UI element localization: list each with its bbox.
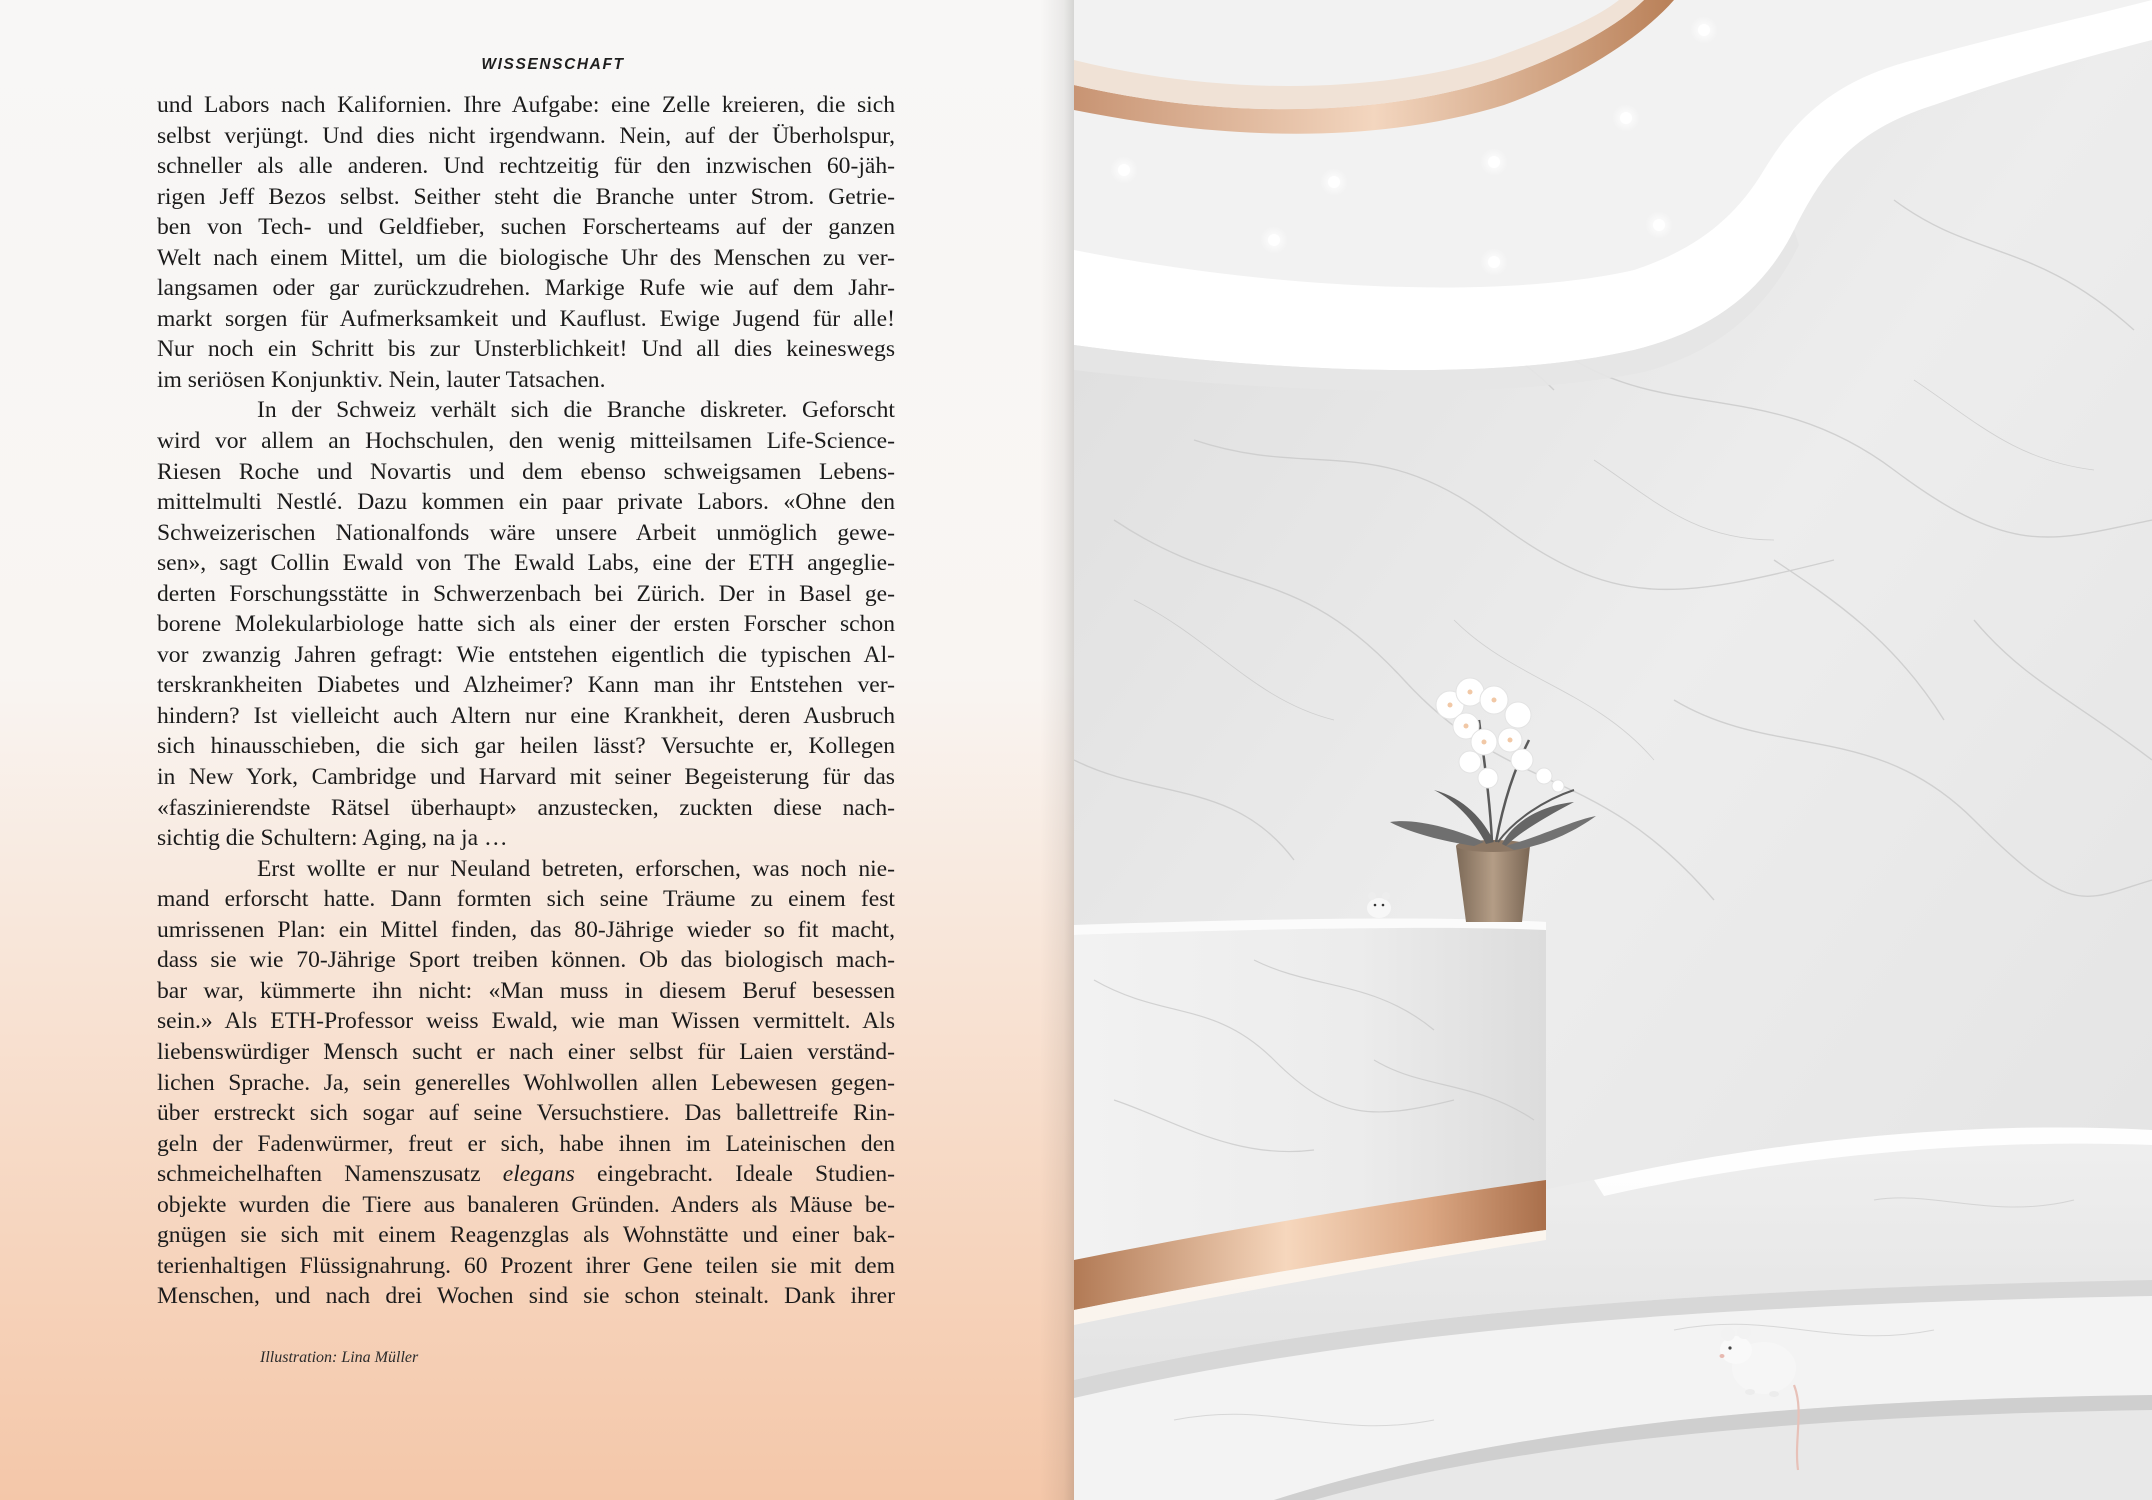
article-line	[157, 670, 895, 701]
article-line	[157, 1220, 895, 1251]
article-line	[157, 426, 895, 457]
illustration-credit: Illustration: Lina Müller	[260, 1349, 419, 1366]
line-text: «faszinierendste Rätsel überhaupt» anzustecken, zuckten diese nach-	[157, 794, 895, 821]
article-line	[157, 976, 895, 1007]
illustration-page	[1074, 0, 2152, 1500]
article-line	[157, 365, 895, 396]
line-text: sichtig die Schultern: Aging, na ja …	[157, 825, 508, 852]
line-text: schmeichelhaften Namenszusatz	[157, 1161, 503, 1188]
line-text: Riesen Roche und Novartis und dem ebenso schweigsamen Lebens-	[157, 458, 895, 485]
line-text: Schweizerischen Nationalfonds wäre unsere Arbeit unmöglich gewe-	[157, 519, 895, 546]
article-line	[157, 1068, 895, 1099]
line-text: Nur noch ein Schritt bis zur Unsterblichkeit! Und all dies keineswegs	[157, 336, 895, 363]
article-line	[157, 273, 895, 304]
line-text: bar war, kümmerte ihn nicht: «Man muss in diesem Beruf besessen	[157, 977, 895, 1004]
gutter-shadow	[1040, 0, 1074, 1500]
line-text: hindern? Ist vielleicht auch Altern nur eine Krankheit, deren Ausbruch	[157, 702, 895, 729]
line-text: borene Molekularbiologe hatte sich als einer der ersten Forscher schon	[157, 611, 895, 638]
article-line	[157, 243, 895, 274]
article-line	[157, 1281, 895, 1312]
article-line	[157, 548, 895, 579]
article-line	[157, 334, 895, 365]
line-text: terienhaltigen Flüssignahrung. 60 Prozent ihrer Gene teilen sie mit dem	[157, 1252, 895, 1279]
line-text: Menschen, und nach drei Wochen sind sie schon steinalt. Dank ihrer	[157, 1283, 895, 1310]
article-line	[157, 793, 895, 824]
line-text: objekte wurden die Tiere aus banaleren Gründen. Anders als Mäuse be-	[157, 1191, 895, 1218]
line-text: schneller als alle anderen. Und rechtzeitig für den inzwischen 60-jäh-	[157, 153, 895, 180]
line-text: umrissenen Plan: ein Mittel finden, das 80-Jährige wieder so fit macht,	[157, 916, 895, 943]
line-text: gnügen sie sich mit einem Reagenzglas als Wohnstätte und einer bak-	[157, 1222, 895, 1249]
article-line	[157, 915, 895, 946]
article-line	[157, 518, 895, 549]
line-text: mand erforscht hatte. Dann formten sich seine Träume zu einem fest	[157, 886, 895, 913]
article-line	[157, 212, 895, 243]
article-line	[157, 1098, 895, 1129]
line-text: und Labors nach Kalifornien. Ihre Aufgabe: eine Zelle kreieren, die sich	[157, 92, 895, 118]
article-line	[157, 1251, 895, 1282]
line-text: sen», sagt Collin Ewald von The Ewald Labs, eine der ETH angeglie-	[157, 550, 895, 577]
article-line	[157, 1159, 895, 1190]
line-text: terskrankheiten Diabetes und Alzheimer? Kann man ihr Entstehen ver-	[157, 672, 895, 699]
article-line	[157, 762, 895, 793]
article-body	[157, 90, 895, 1312]
article-line	[157, 1129, 895, 1160]
article-line	[157, 1037, 895, 1068]
line-text: rigen Jeff Bezos selbst. Seither steht die Branche unter Strom. Getrie-	[157, 183, 895, 210]
line-text: wird vor allem an Hochschulen, den wenig mitteilsamen Life-Science-	[157, 428, 895, 455]
italic-term: elegans	[502, 1161, 575, 1188]
article-line	[157, 579, 895, 610]
article-line	[157, 151, 895, 182]
article-line	[157, 945, 895, 976]
line-text: derten Forschungsstätte in Schwerzenbach bei Zürich. Der in Basel ge-	[157, 580, 895, 607]
line-text: vor zwanzig Jahren gefragt: Wie entstehen eigentlich die typischen Al-	[157, 641, 895, 668]
article-line	[157, 854, 895, 885]
marble-hall-illustration	[1074, 0, 2152, 1500]
line-text: lichen Sprache. Ja, sein generelles Wohlwollen allen Lebewesen gegen-	[157, 1069, 895, 1096]
article-line	[157, 457, 895, 488]
article-line	[157, 304, 895, 335]
line-text: eingebracht. Ideale Studien-	[574, 1161, 895, 1188]
article-line	[157, 884, 895, 915]
article-line	[157, 90, 895, 121]
article-line	[157, 121, 895, 152]
line-text: im seriösen Konjunktiv. Nein, lauter Tatsachen.	[157, 366, 606, 393]
text-page	[0, 0, 1074, 1500]
line-text: sein.» Als ETH-Professor weiss Ewald, wie man Wissen vermittelt. Als	[157, 1008, 895, 1035]
line-text: selbst verjüngt. Und dies nicht irgendwann. Nein, auf der Überholspur,	[157, 122, 895, 149]
article-line	[157, 701, 895, 732]
article-line	[157, 640, 895, 671]
plant-pot	[1456, 846, 1530, 922]
line-text: Erst wollte er nur Neuland betreten, erforschen, was noch nie-	[257, 855, 895, 882]
article-line	[157, 609, 895, 640]
article-line	[157, 1006, 895, 1037]
article-line	[157, 182, 895, 213]
line-text: geln der Fadenwürmer, freut er sich, habe ihnen im Lateinischen den	[157, 1130, 895, 1157]
article-line	[157, 1190, 895, 1221]
line-text: liebenswürdiger Mensch sucht er nach einer selbst für Laien verständ-	[157, 1038, 895, 1065]
line-text: ben von Tech- und Geldfieber, suchen Forscherteams auf der ganzen	[157, 214, 895, 241]
line-text: über erstreckt sich sogar auf seine Versuchstiere. Das ballettreife Rin-	[157, 1100, 895, 1127]
article-line	[157, 487, 895, 518]
article-line	[157, 823, 895, 854]
section-title: WISSENSCHAFT	[481, 56, 625, 73]
line-text: markt sorgen für Aufmerksamkeit und Kauflust. Ewige Jugend für alle!	[157, 305, 895, 332]
line-text: Welt nach einem Mittel, um die biologische Uhr des Menschen zu ver-	[157, 244, 895, 271]
line-text: dass sie wie 70-Jährige Sport treiben können. Ob das biologisch mach-	[157, 947, 895, 974]
line-text: mittelmulti Nestlé. Dazu kommen ein paar private Labors. «Ohne den	[157, 489, 895, 516]
line-text: In der Schweiz verhält sich die Branche diskreter. Geforscht	[257, 397, 895, 424]
line-text: langsamen oder gar zurückzudrehen. Markige Rufe wie auf dem Jahr-	[157, 275, 895, 302]
line-text: sich hinausschieben, die sich gar heilen lässt? Versuchte er, Kollegen	[157, 733, 895, 760]
line-text: in New York, Cambridge und Harvard mit seiner Begeisterung für das	[157, 764, 895, 791]
article-line	[157, 395, 895, 426]
article-line	[157, 731, 895, 762]
